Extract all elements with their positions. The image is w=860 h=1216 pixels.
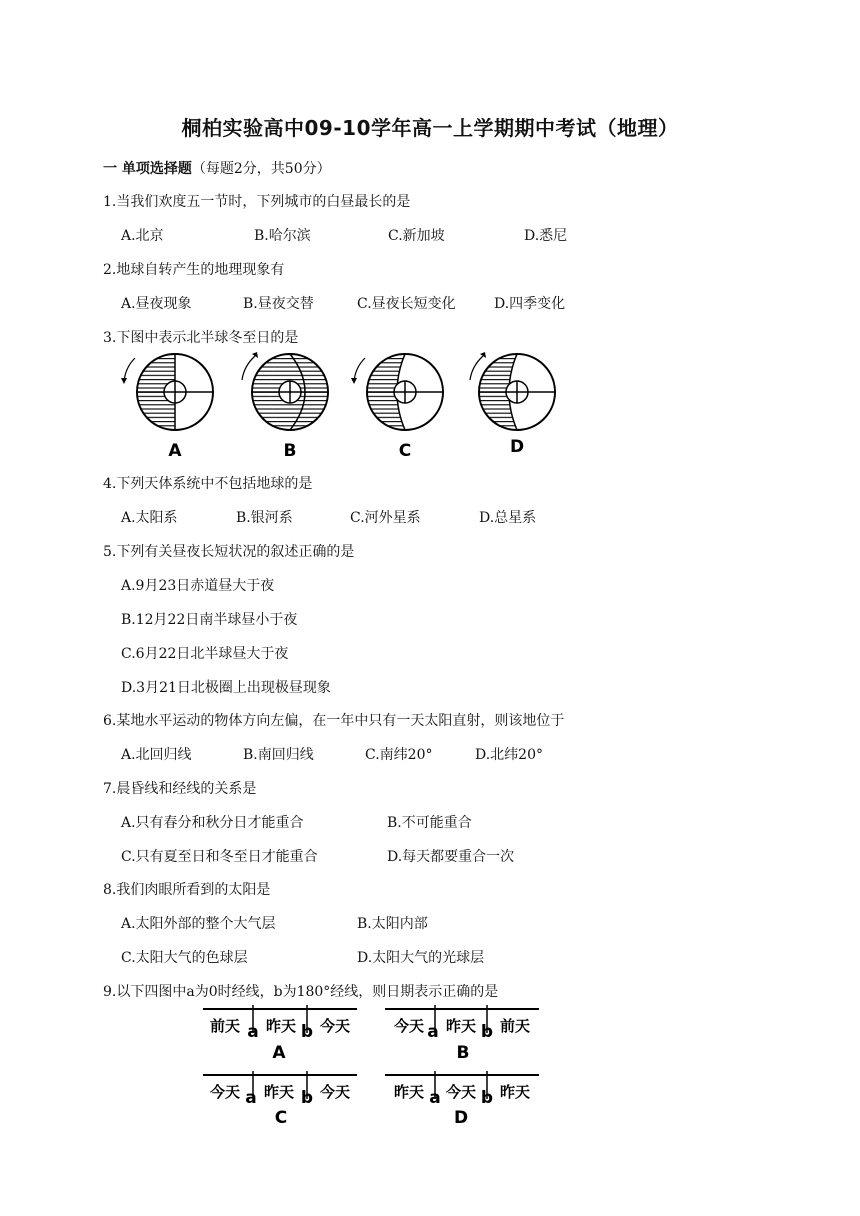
q2-option-c: C.昼夜长短变化	[357, 296, 456, 312]
globe-c-label: C	[398, 441, 412, 461]
q6-option-a: A.北回归线	[121, 747, 192, 763]
q7-option-d: D.每天都要重合一次	[387, 849, 515, 865]
q6-option-b: B.南回归线	[243, 747, 314, 763]
q1-option-b: B.哈尔滨	[254, 228, 311, 244]
q7-option-a: A.只有春分和秋分日才能重合	[121, 815, 304, 831]
date-b-a: a	[427, 1022, 439, 1042]
q4-option-d: D.总星系	[479, 510, 537, 526]
q7-option-c: C.只有夏至日和冬至日才能重合	[121, 849, 318, 865]
globe-a	[121, 352, 213, 461]
question-8-stem: 8.我们肉眼所看到的太阳是	[103, 882, 271, 898]
date-diagram-b	[385, 1005, 539, 1063]
date-a-label: A	[272, 1043, 286, 1063]
question-6-stem: 6.某地水平运动的物体方向左偏，在一年中只有一天太阳直射，则该地位于	[103, 713, 565, 729]
q5-option-d: D.3月21日北极圈上出现极昼现象	[121, 680, 331, 696]
date-c-label: C	[274, 1108, 288, 1128]
q8-option-d: D.太阳大气的光球层	[357, 950, 485, 966]
q4-option-a: A.太阳系	[121, 510, 178, 526]
q5-option-c: C.6月22日北半球昼大于夜	[121, 646, 289, 662]
date-diagram-d	[385, 1071, 539, 1128]
globe-c	[351, 354, 443, 461]
date-d-mid: 今天	[445, 1083, 477, 1101]
date-d-left: 昨天	[393, 1083, 425, 1101]
q8-option-c: C.太阳大气的色球层	[121, 950, 248, 966]
date-diagram-a	[203, 1005, 357, 1063]
q4-option-c: C.河外星系	[350, 510, 421, 526]
date-b-label: B	[456, 1043, 470, 1063]
question-1-stem: 1.当我们欢度五一节时，下列城市的白昼最长的是	[103, 194, 411, 210]
date-b-b: b	[480, 1022, 494, 1042]
q7-option-b: B.不可能重合	[387, 815, 472, 831]
q8-option-b: B.太阳内部	[357, 916, 428, 932]
date-b-left: 今天	[393, 1017, 425, 1035]
section-header	[103, 158, 331, 178]
date-c-left: 今天	[209, 1083, 241, 1101]
q8-option-a: A.太阳外部的整个大气层	[121, 916, 276, 932]
earth-illumination-figure	[105, 344, 575, 462]
date-diagram-c	[203, 1071, 357, 1128]
date-c-b: b	[300, 1088, 314, 1108]
section-note: （每题2分，共50分）	[191, 161, 331, 177]
question-9-stem: 9.以下四图中a为0时经线，b为180°经线，则日期表示正确的是	[103, 984, 499, 1000]
date-c-mid: 昨天	[263, 1083, 295, 1101]
date-d-right: 昨天	[499, 1083, 531, 1101]
q1-option-a: A.北京	[121, 228, 164, 244]
q2-option-d: D.四季变化	[494, 296, 566, 312]
date-a-right: 今天	[319, 1017, 351, 1035]
q2-option-b: B.昼夜交替	[243, 296, 314, 312]
globe-b-label: B	[283, 441, 297, 461]
globe-d	[470, 352, 555, 457]
question-7-stem: 7.晨昏线和经线的关系是	[103, 781, 257, 797]
globe-b	[242, 352, 328, 461]
q5-option-a: A.9月23日赤道昼大于夜	[121, 578, 275, 594]
q2-option-a: A.昼夜现象	[121, 296, 192, 312]
date-line-figure	[195, 1003, 545, 1133]
date-b-mid: 昨天	[445, 1017, 477, 1035]
date-a-b: b	[300, 1022, 314, 1042]
date-c-a: a	[245, 1088, 257, 1108]
date-d-label: D	[453, 1108, 469, 1128]
q6-option-c: C.南纬20°	[365, 747, 433, 763]
q5-option-b: B.12月22日南半球昼小于夜	[121, 612, 298, 628]
date-a-mid: 昨天	[265, 1017, 297, 1035]
q4-option-b: B.银河系	[236, 510, 293, 526]
section-heading: 一 单项选择题	[103, 161, 192, 177]
q1-option-d: D.悉尼	[524, 228, 568, 244]
q1-option-c: C.新加坡	[388, 228, 445, 244]
date-b-right: 前天	[499, 1017, 531, 1035]
question-4-stem: 4.下列天体系统中不包括地球的是	[103, 476, 313, 492]
question-2-stem: 2.地球自转产生的地理现象有	[103, 262, 285, 278]
date-c-right: 今天	[319, 1083, 351, 1101]
question-5-stem: 5.下列有关昼夜长短状况的叙述正确的是	[103, 544, 355, 560]
date-a-a: a	[247, 1022, 259, 1042]
exam-title: 桐柏实验高中09-10学年高一上学期期中考试（地理）	[181, 116, 679, 140]
date-d-b: b	[480, 1088, 494, 1108]
globe-a-label: A	[168, 441, 182, 461]
q6-option-d: D.北纬20°	[475, 747, 543, 763]
date-a-left: 前天	[209, 1017, 241, 1035]
question-3-stem: 3.下图中表示北半球冬至日的是	[103, 330, 299, 346]
globe-d-label: D	[509, 437, 525, 457]
date-d-a: a	[429, 1088, 441, 1108]
